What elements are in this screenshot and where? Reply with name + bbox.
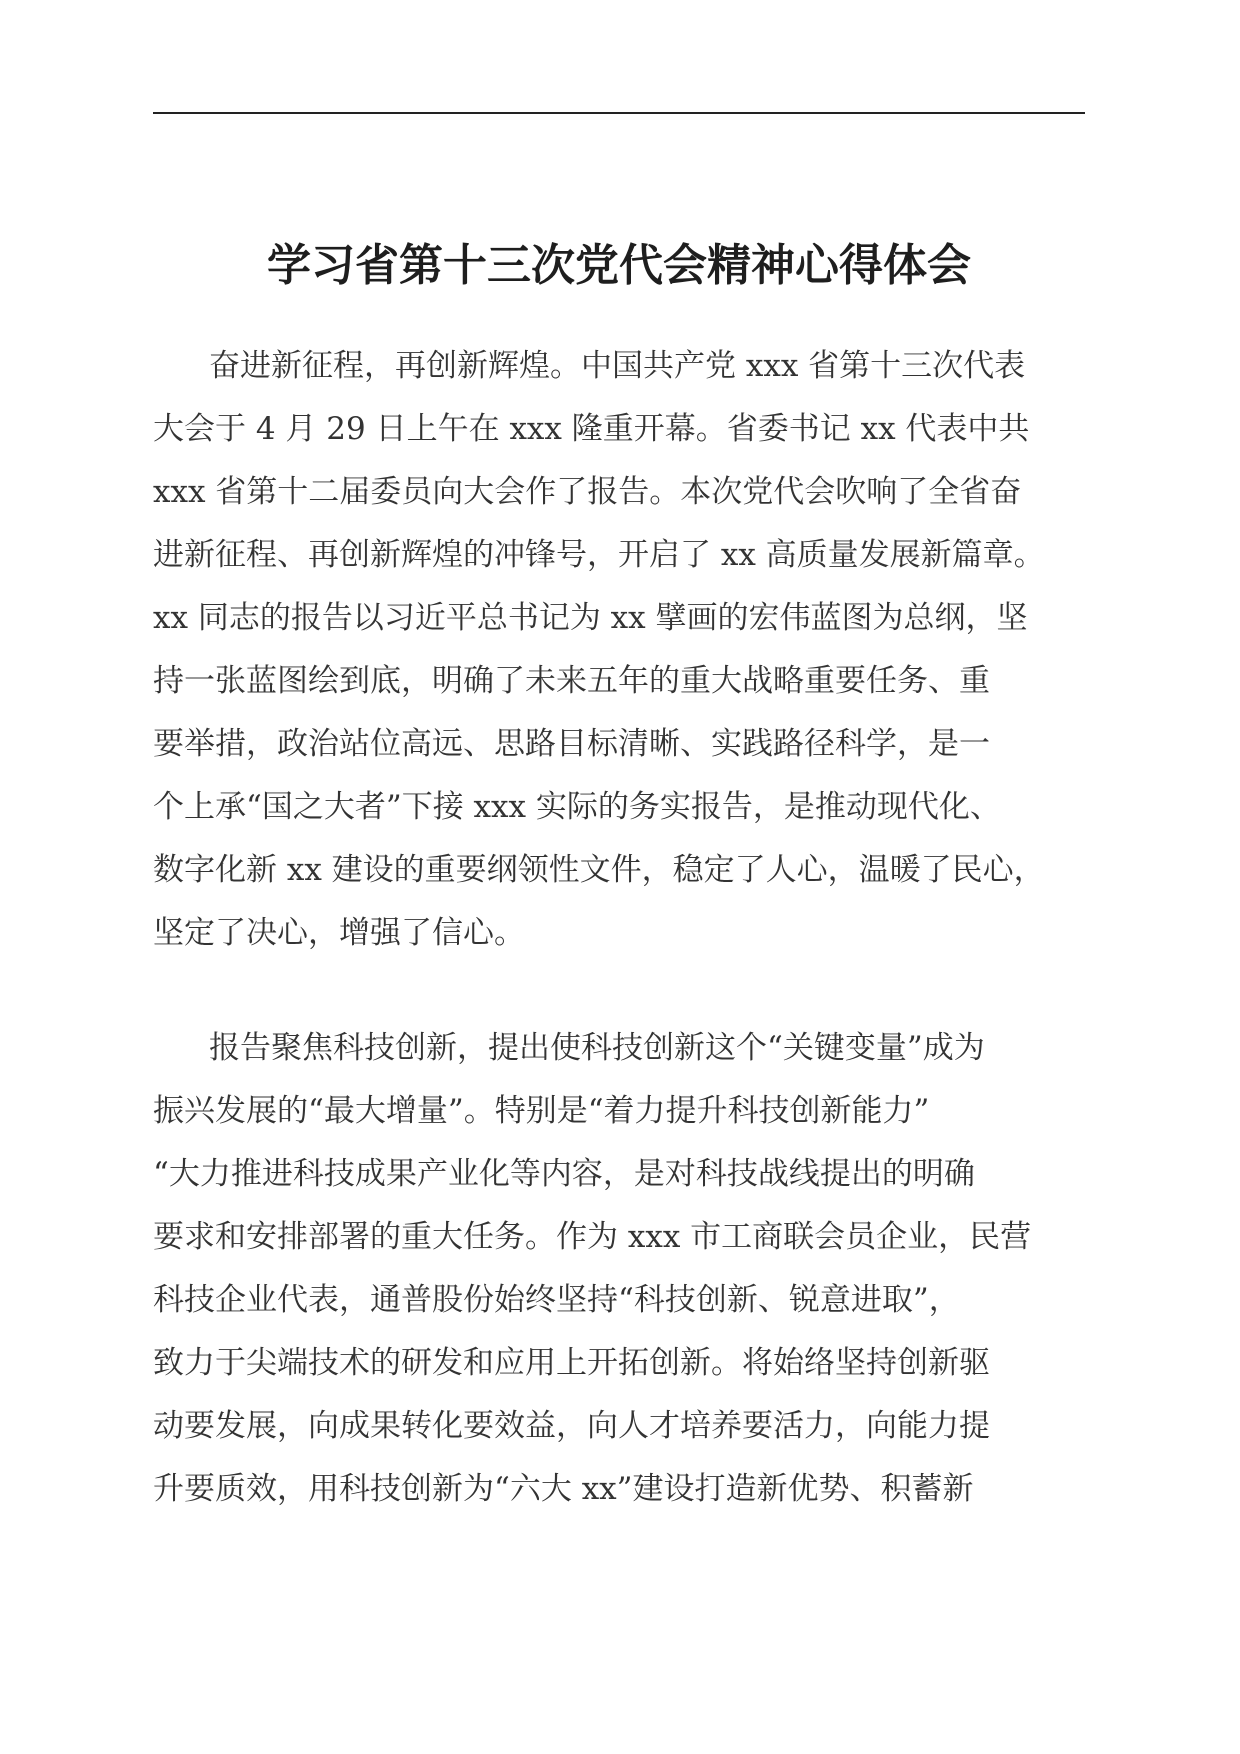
paragraph-line: 奋进新征程，再创新辉煌。中国共产党 xxx 省第十三次代表 <box>209 348 1026 384</box>
document-title: 学习省第十三次党代会精神心得体会 <box>267 240 971 291</box>
paragraph-line: 动要发展，向成果转化要效益，向人才培养要活力，向能力提 <box>153 1408 990 1444</box>
paragraph-line: 要求和安排部署的重大任务。作为 xxx 市工商联会员企业，民营 <box>153 1219 1032 1255</box>
paragraph-line: 大会于 4 月 29 日上午在 xxx 隆重开幕。省委书记 xx 代表中共 <box>153 411 1030 447</box>
paragraph-line: 升要质效，用科技创新为“六大 xx”建设打造新优势、积蓄新 <box>153 1471 974 1507</box>
paragraph-line: 持一张蓝图绘到底，明确了未来五年的重大战略重要任务、重 <box>153 663 990 699</box>
paragraph-line: xxx 省第十二届委员向大会作了报告。本次党代会吹响了全省奋 <box>153 474 1022 510</box>
paragraph-2 <box>153 1017 1085 1521</box>
paragraph-line: 数字化新 xx 建设的重要纲领性文件，稳定了人心，温暖了民心， <box>153 852 1045 888</box>
paragraph-line: 进新征程、再创新辉煌的冲锋号，开启了 xx 高质量发展新篇章。 <box>153 537 1045 573</box>
paragraph-line: 振兴发展的“最大增量”。特别是“着力提升科技创新能力” <box>153 1093 930 1129</box>
paragraph-line: 个上承“国之大者”下接 xxx 实际的务实报告，是推动现代化、 <box>153 789 1001 825</box>
paragraph-line: 要举措，政治站位高远、思路目标清晰、实践路径科学，是一 <box>153 726 990 762</box>
header-rule <box>153 112 1085 114</box>
paragraph-1 <box>153 335 1085 965</box>
paragraph-line: “大力推进科技成果产业化等内容，是对科技战线提出的明确 <box>153 1156 975 1192</box>
paragraph-line: xx 同志的报告以习近平总书记为 xx 擘画的宏伟蓝图为总纲，坚 <box>153 600 1028 636</box>
paragraph-line: 报告聚焦科技创新，提出使科技创新这个“关键变量”成为 <box>209 1030 985 1066</box>
paragraph-line: 坚定了决心，增强了信心。 <box>153 915 525 951</box>
paragraph-line: 科技企业代表，通普股份始终坚持“科技创新、锐意进取”， <box>153 1282 960 1318</box>
paragraph-line: 致力于尖端技术的研发和应用上开拓创新。将始络坚持创新驱 <box>153 1345 990 1381</box>
